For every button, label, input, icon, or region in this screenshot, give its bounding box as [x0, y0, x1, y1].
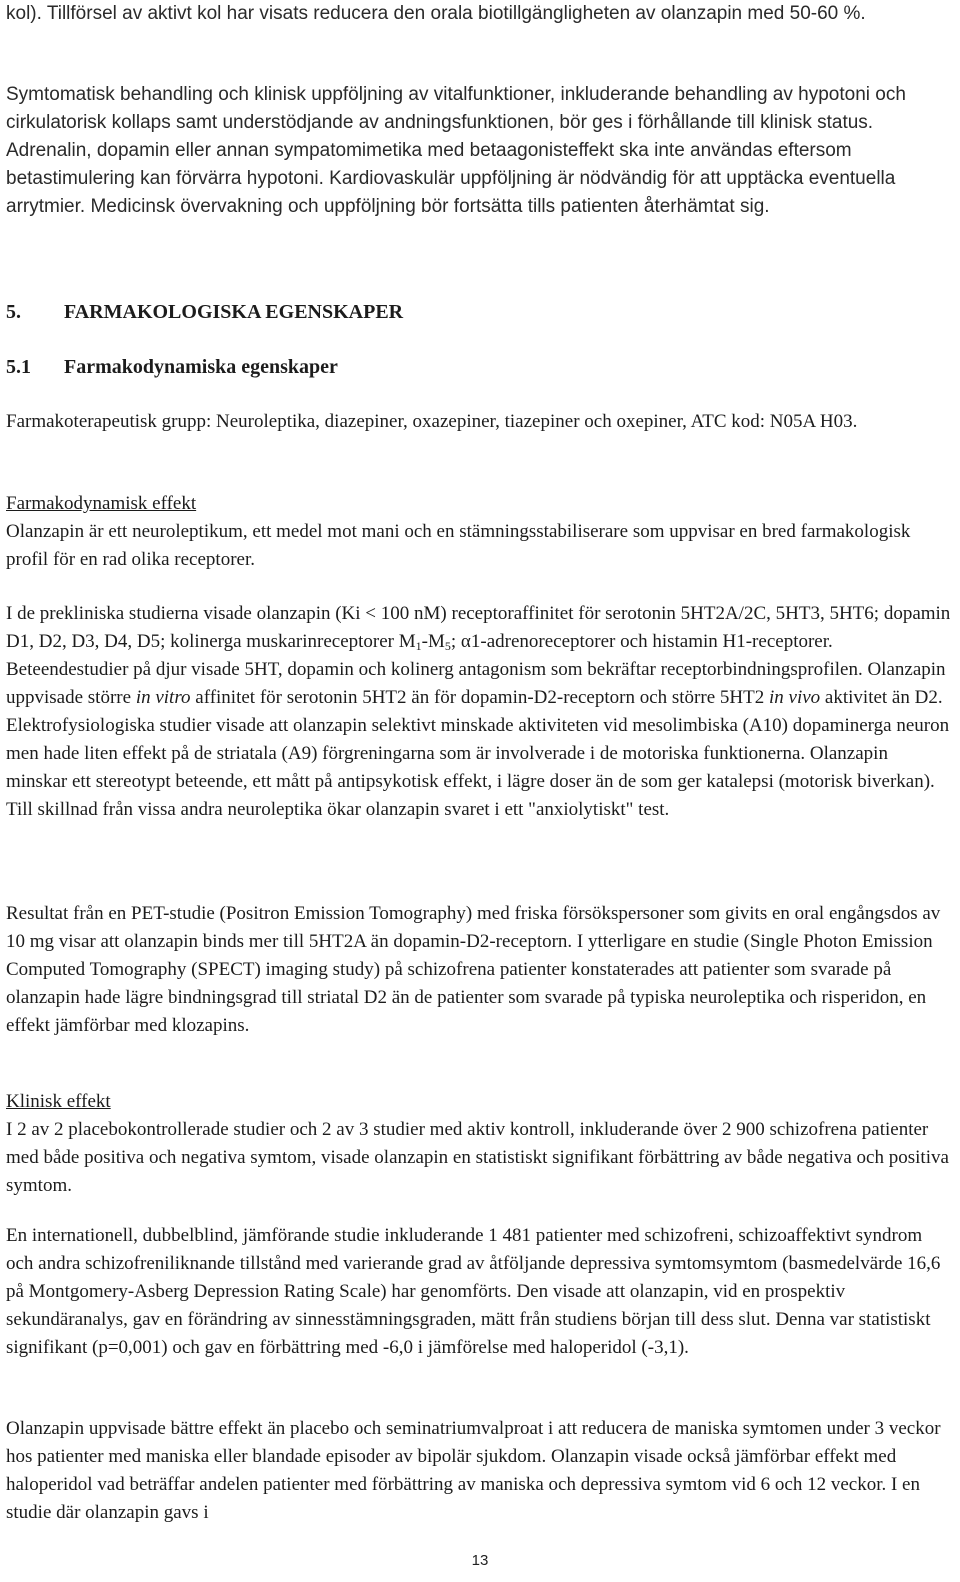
preclinical-text-5: aktivitet än D2. Elektrofysiologiska studier visade att olanzapin selektivt minskade aktiviteten vid mesolimbiska (A10) dopaminerga neuron men hade liten effekt på de striatala (A9) förgreningarna som är involverade i de motoriska funktionerna. Olanzapin minskar ett stereotypt beteende, ett mått på antipsykotisk effekt, i lägre doser än de som ger katalepsi (motorisk biverkan). Till skillnad från vissa andra neuroleptika ökar olanzapin svaret i ett "anxiolytiskt" test.: [6, 687, 950, 820]
clinical-effect-text: I 2 av 2 placebokontrollerade studier och 2 av 3 studier med aktiv kontroll, inkluderande över 2 900 schizofrena patienter med både positiva och negativa symtom, visade olanzapin en statistiskt signifikant förbättring av både negativa och positiva symtom.: [6, 1119, 949, 1196]
preclinical-in-vivo: in vivo: [768, 687, 821, 708]
preclinical-text-3: ; α1-adrenoreceptorer och histamin H1-receptorer. Beteendestudier på djur visade 5HT, dopamin och kolinerg antagonism som bekräftar receptorbindningsprofilen. Olanzapin uppvisade större: [6, 631, 946, 708]
symptomatic-part3: Kardiovaskulär uppföljning är nödvändig för att upptäcka eventuella arrytmier.: [6, 168, 896, 217]
international-study-paragraph: En internationell, dubbelblind, jämförande studie inkluderande 1 481 patienter med schizofreni, schizoaffektivt syndrom och andra schizofreniliknande tillstånd med varierande grad av åtföljande depressiva symtomsymtom (basmedelvärde 16,6 på Montgomery-Asberg Depression Rating Scale) har genomförts. Den visade att olanzapin, vid en prospektiv sekundäranalys, gav en förändring av sinnesstämningsgraden, mätt från studiens början till dess slut. Denna var statistiskt signifikant (p=0,001) och gav en förbättring med -6,0 i jämförelse med haloperidol (-3,1).: [6, 1225, 941, 1358]
section-5-heading: [6, 298, 403, 326]
section-5-1-heading: [6, 353, 338, 381]
section-5-1-number: 5.1: [6, 356, 31, 378]
preclinical-subscript-1: 1: [415, 639, 422, 653]
symptomatic-part1: Symtomatisk behandling och klinisk uppföljning av vitalfunktioner, inkluderande behandling av hypotoni och cirkulatorisk kollaps samt understödjande av andningsfunktionen, bör ges i förhållande till klinisk status.: [6, 84, 906, 133]
pet-study-paragraph: Resultat från en PET-studie (Positron Emission Tomography) med friska försökspersoner som givits en oral engångsdos av 10 mg visar att olanzapin binds mer till 5HT2A än dopamin-D2-receptorn. I ytterligare en studie (Single Photon Emission Computed Tomography (SPECT) imaging study) på schizofrena patienter konstaterades att patienter som svarade på olanzapin hade lägre bindningsgrad till striatal D2 än de patienter som svarade på typiska neuroleptika och risperidon, en effekt jämförbar med klozapins.: [6, 903, 941, 1036]
section-5-number: 5.: [6, 301, 21, 323]
page-number: 13: [471, 1552, 489, 1569]
pharmacodynamic-effect-heading: Farmakodynamisk effekt: [6, 493, 197, 514]
mania-paragraph: Olanzapin uppvisade bättre effekt än placebo och seminatriumvalproat i att reducera de maniska symtomen under 3 veckor hos patienter med maniska eller blandade episoder av bipolär sjukdom. Olanzapin visade också jämförbar effekt med haloperidol vad beträffar andelen patienter med förbättring av maniska och depressiva symtom vid 6 och 12 veckor. I en studie där olanzapin gavs i: [6, 1418, 941, 1523]
section-5-1-title: Farmakodynamiska egenskaper: [64, 356, 338, 378]
preclinical-text-2: -M: [421, 631, 445, 652]
preclinical-text-4: affinitet för serotonin 5HT2 än för dopamin-D2-receptorn och större 5HT2: [190, 687, 769, 708]
symptomatic-part2: Adrenalin, dopamin eller annan sympatomimetika med betaagonisteffekt ska inte användas eftersom betastimulering kan förvärra hypotoni.: [6, 140, 852, 189]
section-5-title: FARMAKOLOGISKA EGENSKAPER: [64, 301, 404, 323]
pharmacodynamic-effect-text: Olanzapin är ett neuroleptikum, ett medel mot mani och en stämningsstabiliserare som uppvisar en bred farmakologisk profil för en rad olika receptorer.: [6, 521, 911, 570]
clinical-effect-heading: Klinisk effekt: [6, 1091, 111, 1112]
intro-fragment: kol). Tillförsel av aktivt kol har visats reducera den orala biotillgängligheten av olanzapin med 50-60 %.: [6, 3, 866, 24]
symptomatic-treatment-paragraph: [6, 81, 952, 221]
therapeutic-group: Farmakoterapeutisk grupp: Neuroleptika, diazepiner, oxazepiner, tiazepiner och oxepiner, ATC kod: N05A H03.: [6, 411, 858, 432]
preclinical-paragraph: [6, 600, 952, 824]
preclinical-text-1: I de prekliniska studierna visade olanzapin (Ki < 100 nM) receptoraffinitet för serotonin 5HT2A/2C, 5HT3, 5HT6; dopamin D1, D2, D3, D4, D5; kolinerga muskarinreceptorer M: [6, 603, 951, 652]
symptomatic-part4: Medicinsk övervakning och uppföljning bör fortsätta tills patienten återhämtat sig.: [90, 196, 770, 217]
preclinical-subscript-2: 5: [444, 639, 451, 653]
preclinical-in-vitro: in vitro: [135, 687, 191, 708]
